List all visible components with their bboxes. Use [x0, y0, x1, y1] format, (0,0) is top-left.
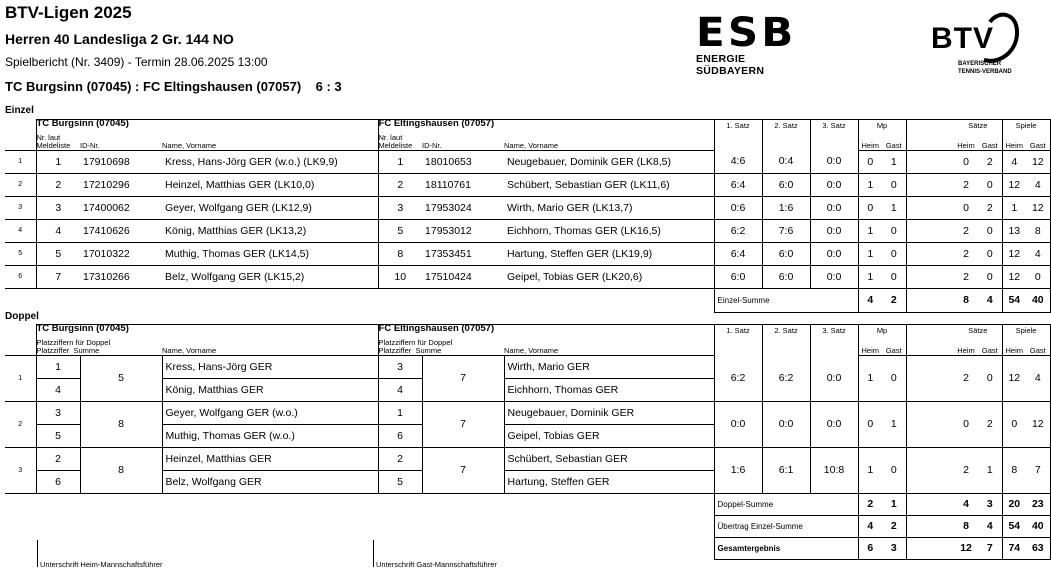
home-rank: 4 — [36, 219, 80, 242]
report-info: Spielbericht (Nr. 3409) - Termin 28.06.2025 13:00 — [5, 55, 268, 69]
home-id: 17310266 — [80, 265, 162, 288]
guest-player-2: Hartung, Steffen GER — [504, 470, 714, 493]
row-number: 3 — [5, 196, 36, 219]
signature-guest-label: Unterschrift Gast-Mannschaftsführer — [376, 560, 497, 569]
singles-row — [5, 150, 1050, 173]
set3-score: 0:0 — [810, 173, 858, 196]
home-player-1: Heinzel, Matthias GER — [165, 452, 272, 465]
carry-saetze-heim: 8 — [954, 515, 978, 537]
esb-logo — [696, 10, 814, 77]
mp-header: Mp — [858, 120, 906, 131]
saetze-heim: 2 — [954, 219, 978, 242]
doubles-saetze-gast-header: Gast — [978, 335, 1002, 355]
set1-score: 0:6 — [714, 196, 762, 219]
mp-gast: 0 — [882, 447, 906, 493]
spiele-heim: 0 — [1002, 401, 1026, 447]
guest-player-name: Neugebauer, Dominik GER (LK8,5) — [504, 150, 714, 173]
col-id-header-guest: ID-Nr. — [422, 130, 504, 150]
spiele-heim: 12 — [1002, 173, 1026, 196]
set3-header: 3. Satz — [810, 120, 858, 151]
platz-header-guest: Platzziffern für Doppel — [378, 337, 453, 347]
spiele-gast: 4 — [1026, 355, 1050, 401]
home-id: 17910698 — [80, 150, 162, 173]
doubles-guest-team: FC Eltingshausen (07057) — [378, 325, 714, 336]
mp-heim: 1 — [858, 242, 882, 265]
spiele-heim: 8 — [1002, 447, 1026, 493]
set2-score: 7:6 — [762, 219, 810, 242]
doubles-set1-header: 1. Satz — [714, 325, 762, 356]
mp-heim: 1 — [858, 265, 882, 288]
btv-logo-sub1: BAYERISCHER — [958, 61, 1002, 67]
row-number: 5 — [5, 242, 36, 265]
home-platz-2: 4 — [36, 378, 80, 401]
guest-player-name: Wirth, Mario GER (LK13,7) — [504, 196, 714, 219]
guest-platz-1: 3 — [378, 355, 422, 378]
home-player-1: Geyer, Wolfgang GER (w.o.) — [165, 406, 298, 419]
btv-logo-sub2: TENNIS-VERBAND — [958, 69, 1012, 75]
total-saetze-heim: 12 — [954, 537, 978, 559]
saetze-heim: 2 — [954, 447, 978, 493]
singles-row — [5, 173, 1050, 196]
home-player-1: Kress, Hans-Jörg GER — [165, 360, 273, 373]
guest-id: 17510424 — [422, 265, 504, 288]
league-subtitle: Herren 40 Landesliga 2 Gr. 144 NO — [5, 31, 234, 47]
guest-player-name: Schübert, Sebastian GER (LK11,6) — [504, 173, 714, 196]
saetze-heim: 2 — [954, 242, 978, 265]
home-player-name: Muthig, Thomas GER (LK14,5) — [162, 242, 378, 265]
mp-gast: 0 — [882, 355, 906, 401]
home-platz-2: 5 — [36, 424, 80, 447]
saetze-header: Sätze — [954, 120, 1002, 131]
doubles-spiele-gast-header: Gast — [1026, 335, 1050, 355]
guest-rank: 5 — [378, 219, 422, 242]
singles-table — [5, 119, 1051, 313]
home-platz-sum: 5 — [80, 355, 162, 401]
row-number: 2 — [5, 401, 36, 447]
saetze-gast-header: Gast — [978, 130, 1002, 150]
home-rank: 1 — [36, 150, 80, 173]
home-player-name: Kress, Hans-Jörg GER (w.o.) (LK9,9) — [162, 150, 378, 173]
doubles-home-team: TC Burgsinn (07045) — [36, 325, 378, 336]
home-id: 17010322 — [80, 242, 162, 265]
home-player-name: Geyer, Wolfgang GER (LK12,9) — [162, 196, 378, 219]
mp-gast: 1 — [882, 150, 906, 173]
set2-score: 6:0 — [762, 265, 810, 288]
guest-player-1: Schübert, Sebastian GER — [507, 452, 628, 465]
saetze-heim: 0 — [954, 401, 978, 447]
doubles-mp-heim-header: Heim — [858, 335, 882, 355]
doubles-sum-saetze-gast: 3 — [978, 493, 1002, 515]
total-label: Gesamtergebnis — [714, 537, 858, 559]
btv-logo — [928, 8, 1020, 78]
total-spiele-gast: 63 — [1026, 537, 1050, 559]
spiele-gast: 0 — [1026, 265, 1050, 288]
saetze-gast: 0 — [978, 242, 1002, 265]
pz-header: Platzziffer — [36, 345, 70, 355]
esb-logo-subtext: ENERGIE SÜDBAYERN — [696, 53, 765, 77]
doubles-sum-spiele-heim: 20 — [1002, 493, 1026, 515]
btv-logo-text: BTV — [931, 22, 994, 55]
page-title: BTV-Ligen 2025 — [5, 3, 132, 22]
set3-score: 0:0 — [810, 355, 858, 401]
set1-score: 6:2 — [714, 355, 762, 401]
spiele-gast: 8 — [1026, 219, 1050, 242]
home-platz-sum: 8 — [80, 401, 162, 447]
col-id-header: ID-Nr. — [80, 130, 162, 150]
home-player-name: Belz, Wolfgang GER (LK15,2) — [162, 265, 378, 288]
set1-score: 6:0 — [714, 265, 762, 288]
guest-id: 17953012 — [422, 219, 504, 242]
mp-heim: 1 — [858, 447, 882, 493]
mp-gast: 0 — [882, 173, 906, 196]
doubles-sum-spiele-gast: 23 — [1026, 493, 1050, 515]
set1-score: 4:6 — [714, 150, 762, 173]
esb-logo-text: ESB — [696, 10, 797, 56]
singles-sum-saetze-heim: 8 — [954, 288, 978, 312]
doubles-sum-label: Doppel-Summe — [714, 493, 858, 515]
spiele-heim: 12 — [1002, 265, 1026, 288]
guest-platz-1: 1 — [378, 401, 422, 424]
carry-saetze-gast: 4 — [978, 515, 1002, 537]
set1-score: 6:4 — [714, 242, 762, 265]
set2-score: 0:0 — [762, 401, 810, 447]
doubles-set2-header: 2. Satz — [762, 325, 810, 356]
home-rank: 5 — [36, 242, 80, 265]
home-rank: 3 — [36, 196, 80, 219]
set3-score: 10:8 — [810, 447, 858, 493]
home-id: 17410626 — [80, 219, 162, 242]
total-mp-gast: 3 — [882, 537, 906, 559]
spiele-gast: 12 — [1026, 150, 1050, 173]
home-rank: 2 — [36, 173, 80, 196]
home-player-name: König, Matthias GER (LK13,2) — [162, 219, 378, 242]
spiele-gast: 12 — [1026, 196, 1050, 219]
saetze-heim-header: Heim — [954, 130, 978, 150]
home-platz-1: 1 — [36, 355, 80, 378]
doubles-spiele-header: Spiele — [1002, 325, 1050, 336]
singles-row — [5, 242, 1050, 265]
set2-score: 6:2 — [762, 355, 810, 401]
col-name-header-guest: Name, Vorname — [504, 130, 714, 150]
doubles-name-header: Name, Vorname — [162, 335, 378, 355]
doubles-sum-saetze-heim: 4 — [954, 493, 978, 515]
singles-row — [5, 196, 1050, 219]
home-platz-2: 6 — [36, 470, 80, 493]
total-mp-heim: 6 — [858, 537, 882, 559]
spiele-heim: 12 — [1002, 242, 1026, 265]
doubles-table — [5, 324, 1051, 560]
doubles-set3-header: 3. Satz — [810, 325, 858, 356]
home-player-2: Belz, Wolfgang GER — [162, 470, 378, 493]
spiele-gast: 4 — [1026, 173, 1050, 196]
total-spiele-heim: 74 — [1002, 537, 1026, 559]
set3-score: 0:0 — [810, 219, 858, 242]
singles-sum-mp-gast: 2 — [882, 288, 906, 312]
home-platz-1: 3 — [36, 401, 80, 424]
saetze-heim: 2 — [954, 355, 978, 401]
mp-heim: 0 — [858, 150, 882, 173]
saetze-heim: 2 — [954, 265, 978, 288]
summe-header: Summe — [73, 345, 100, 355]
spiele-heim: 4 — [1002, 150, 1026, 173]
spiele-heim-header: Heim — [1002, 130, 1026, 150]
mp-gast: 0 — [882, 265, 906, 288]
singles-sum-spiele-gast: 40 — [1026, 288, 1050, 312]
col-nr-header: Nr. laut Meldeliste — [36, 130, 80, 150]
doubles-mp-gast-header: Gast — [882, 335, 906, 355]
mp-heim: 1 — [858, 219, 882, 242]
guest-id: 17353451 — [422, 242, 504, 265]
saetze-heim: 0 — [954, 150, 978, 173]
singles-sum-saetze-gast: 4 — [978, 288, 1002, 312]
doubles-sum-mp-gast: 1 — [882, 493, 906, 515]
mp-gast: 1 — [882, 196, 906, 219]
guest-platz-2: 4 — [378, 378, 422, 401]
spiele-gast: 4 — [1026, 242, 1050, 265]
guest-player-1: Wirth, Mario GER — [507, 360, 590, 373]
pz-header-guest: Platzziffer — [378, 345, 412, 355]
col-nr-header-guest: Nr. laut Meldeliste — [378, 130, 422, 150]
guest-platz-sum: 7 — [422, 447, 504, 493]
total-saetze-gast: 7 — [978, 537, 1002, 559]
summe-header-guest: Summe — [415, 345, 442, 355]
guest-rank: 1 — [378, 150, 422, 173]
set1-header: 1. Satz — [714, 120, 762, 151]
spiele-heim: 13 — [1002, 219, 1026, 242]
mp-gast: 0 — [882, 242, 906, 265]
row-number: 4 — [5, 219, 36, 242]
guest-player-2: Geipel, Tobias GER — [504, 424, 714, 447]
saetze-gast: 0 — [978, 173, 1002, 196]
doubles-saetze-heim-header: Heim — [954, 335, 978, 355]
row-number: 1 — [5, 150, 36, 173]
set2-score: 6:1 — [762, 447, 810, 493]
guest-rank: 3 — [378, 196, 422, 219]
guest-rank: 2 — [378, 173, 422, 196]
doubles-row — [5, 355, 1050, 378]
guest-platz-sum: 7 — [422, 401, 504, 447]
mp-heim-header: Heim — [858, 130, 882, 150]
saetze-heim: 2 — [954, 173, 978, 196]
set1-score: 6:2 — [714, 219, 762, 242]
signature-home-line — [37, 540, 38, 567]
doubles-name-header-guest: Name, Vorname — [504, 335, 714, 355]
guest-platz-sum: 7 — [422, 355, 504, 401]
set3-score: 0:0 — [810, 242, 858, 265]
signature-guest-line — [373, 540, 374, 567]
row-number: 1 — [5, 355, 36, 401]
home-platz-sum: 8 — [80, 447, 162, 493]
home-player-name: Heinzel, Matthias GER (LK10,0) — [162, 173, 378, 196]
spiele-header: Spiele — [1002, 120, 1050, 131]
guest-player-1: Neugebauer, Dominik GER — [507, 406, 635, 419]
saetze-gast: 0 — [978, 219, 1002, 242]
guest-rank: 8 — [378, 242, 422, 265]
singles-row — [5, 265, 1050, 288]
home-rank: 7 — [36, 265, 80, 288]
set1-score: 1:6 — [714, 447, 762, 493]
doubles-row — [5, 401, 1050, 424]
guest-player-name: Hartung, Steffen GER (LK19,9) — [504, 242, 714, 265]
set3-score: 0:0 — [810, 265, 858, 288]
saetze-gast: 0 — [978, 265, 1002, 288]
guest-id: 18110761 — [422, 173, 504, 196]
signature-home-label: Unterschrift Heim-Mannschaftsführer — [40, 560, 163, 569]
saetze-gast: 2 — [978, 150, 1002, 173]
carry-mp-gast: 2 — [882, 515, 906, 537]
mp-heim: 1 — [858, 173, 882, 196]
saetze-heim: 0 — [954, 196, 978, 219]
guest-platz-2: 6 — [378, 424, 422, 447]
singles-home-team: TC Burgsinn (07045) — [36, 120, 378, 131]
saetze-gast: 2 — [978, 196, 1002, 219]
match-result: TC Burgsinn (07045) : FC Eltingshausen (07057) 6 : 3 — [5, 79, 342, 94]
singles-sum-label: Einzel-Summe — [714, 288, 858, 312]
home-id: 17400062 — [80, 196, 162, 219]
home-player-2: König, Matthias GER — [162, 378, 378, 401]
home-platz-1: 2 — [36, 447, 80, 470]
set3-score: 0:0 — [810, 196, 858, 219]
doubles-sum-mp-heim: 2 — [858, 493, 882, 515]
col-name-header: Name, Vorname — [162, 130, 378, 150]
mp-heim: 0 — [858, 401, 882, 447]
guest-rank: 10 — [378, 265, 422, 288]
set3-score: 0:0 — [810, 401, 858, 447]
row-number: 3 — [5, 447, 36, 493]
saetze-gast: 0 — [978, 355, 1002, 401]
home-id: 17210296 — [80, 173, 162, 196]
singles-sum-mp-heim: 4 — [858, 288, 882, 312]
guest-player-2: Eichhorn, Thomas GER — [504, 378, 714, 401]
saetze-gast: 2 — [978, 401, 1002, 447]
doubles-spiele-heim-header: Heim — [1002, 335, 1026, 355]
doubles-row — [5, 447, 1050, 470]
spiele-heim: 1 — [1002, 196, 1026, 219]
carry-spiele-heim: 54 — [1002, 515, 1026, 537]
mp-gast: 0 — [882, 219, 906, 242]
singles-row — [5, 219, 1050, 242]
singles-section-title: Einzel — [5, 105, 34, 116]
mp-heim: 1 — [858, 355, 882, 401]
singles-sum-spiele-heim: 54 — [1002, 288, 1026, 312]
set2-score: 6:0 — [762, 173, 810, 196]
mp-gast: 1 — [882, 401, 906, 447]
carry-mp-heim: 4 — [858, 515, 882, 537]
set2-header: 2. Satz — [762, 120, 810, 151]
set2-score: 1:6 — [762, 196, 810, 219]
mp-gast-header: Gast — [882, 130, 906, 150]
spiele-heim: 12 — [1002, 355, 1026, 401]
carry-spiele-gast: 40 — [1026, 515, 1050, 537]
saetze-gast: 1 — [978, 447, 1002, 493]
guest-id: 18010653 — [422, 150, 504, 173]
spiele-gast-header: Gast — [1026, 130, 1050, 150]
spiele-gast: 7 — [1026, 447, 1050, 493]
guest-id: 17953024 — [422, 196, 504, 219]
spiele-gast: 12 — [1026, 401, 1050, 447]
guest-player-name: Geipel, Tobias GER (LK20,6) — [504, 265, 714, 288]
set2-score: 0:4 — [762, 150, 810, 173]
doubles-mp-header: Mp — [858, 325, 906, 336]
carry-sum-label: Übertrag Einzel-Summe — [714, 515, 858, 537]
set1-score: 0:0 — [714, 401, 762, 447]
platz-header: Platzziffern für Doppel — [36, 337, 111, 347]
mp-heim: 0 — [858, 196, 882, 219]
set3-score: 0:0 — [810, 150, 858, 173]
set2-score: 6:0 — [762, 242, 810, 265]
guest-platz-1: 2 — [378, 447, 422, 470]
row-number: 2 — [5, 173, 36, 196]
singles-guest-team: FC Eltingshausen (07057) — [378, 120, 714, 131]
guest-platz-2: 5 — [378, 470, 422, 493]
set1-score: 6:4 — [714, 173, 762, 196]
doubles-saetze-header: Sätze — [954, 325, 1002, 336]
guest-player-name: Eichhorn, Thomas GER (LK16,5) — [504, 219, 714, 242]
doubles-section-title: Doppel — [5, 311, 39, 322]
row-number: 6 — [5, 265, 36, 288]
home-player-2: Muthig, Thomas GER (w.o.) — [162, 424, 378, 447]
